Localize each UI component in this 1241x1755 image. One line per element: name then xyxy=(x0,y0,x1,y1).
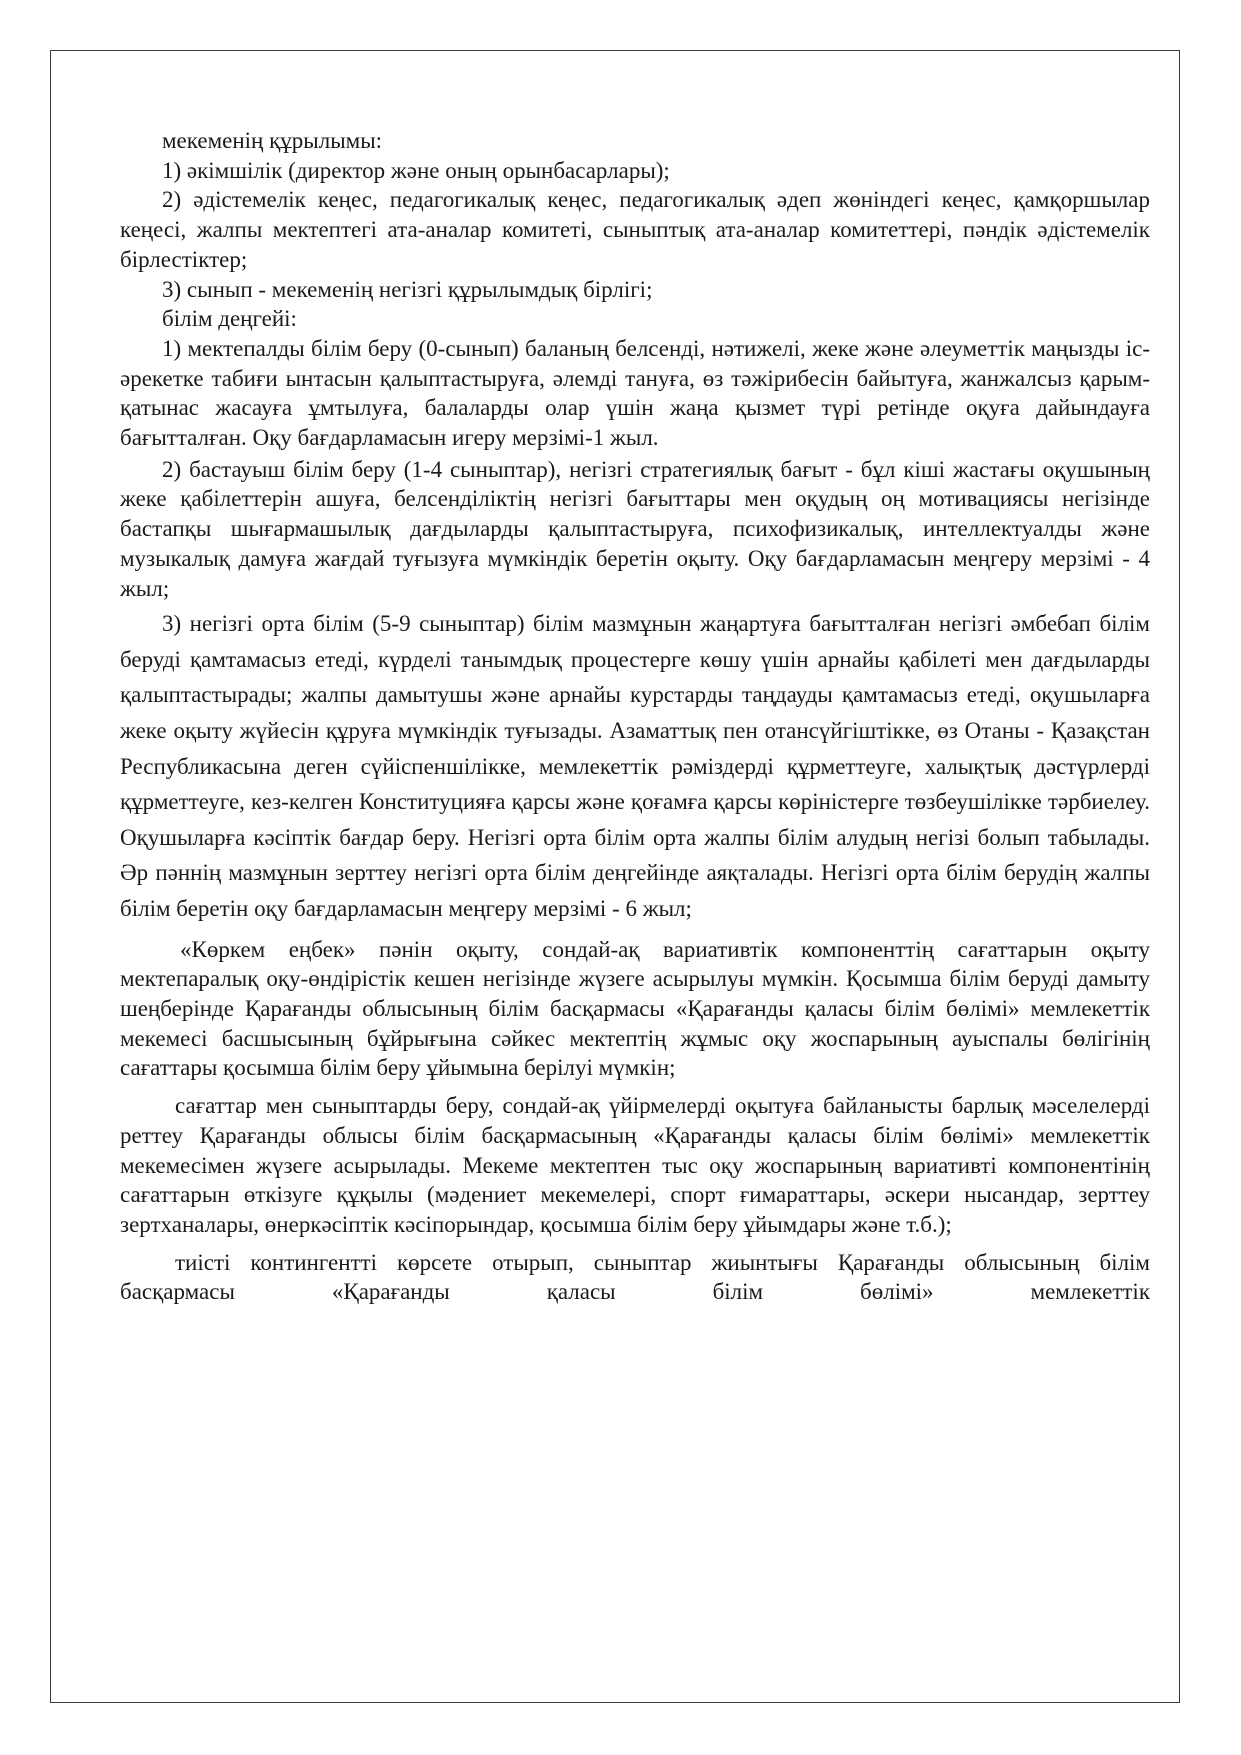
paragraph-level-basic-secondary: 3) негізгі орта білім (5-9 сыныптар) білім мазмұнын жаңартуға бағытталған негізгі әмбебап білім беруді қамтамасыз етеді, күрделі танымдық процестерге көшу үшін арнайы қабілеті мен дағдыларды қалыптастырады; жалпы дамытушы және арнайы курстарды таңдауды қамтамасыз етеді, оқушыларға жеке оқыту жүйесін құруға мүмкіндік туғызады. Азаматтық пен отансүйгіштікке, өз Отаны - Қазақстан Республикасына деген сүйіспеншілікке, мемлекеттік рәміздерді құрметтеуге, халықтық дәстүрлерді құрметтеуге, кез-келген Конституцияға қарсы және қоғамға қарсы көріністерге төзбеушілікке тәрбиелеу. Оқушыларға кәсіптік бағдар беру. Негізгі орта білім орта жалпы білім алудың негізі болып табылады. Әр пәннің мазмұнын зерттеу негізгі орта білім деңгейінде аяқталады. Негізгі орта білім берудің жалпы білім беретін оқу бағдарламасын меңгеру мерзімі - 6 жыл; xyxy=(120,611,1150,921)
paragraph-structure-item-3: 3) сынып - мекеменің негізгі құрылымдық бірлігі; xyxy=(162,276,653,302)
paragraph-structure-item-1: 1) әкімшілік (директор және оның орынбасарлары); xyxy=(162,157,670,183)
paragraph-level-preschool: 1) мектепалды білім беру (0-сынып) баланың белсенді, нәтижелі, жеке және әлеуметтік маңызды іс-әрекетке табиғи ынтасын қалыптастыруға, әлемді тануға, өз тәжірибесін байытуға, жанжалсыз қарым-қатынас жасауға ұмтылуға, балаларды олар үшін жаңа қызмет түрі ретінде оқуға дайындауға бағытталған. Оқу бағдарламасын игеру мерзімі-1 жыл. xyxy=(120,335,1150,451)
paragraph-art-labor: «Көркем еңбек» пәнін оқыту, сондай-ақ вариативтік компоненттің сағаттарын оқыту мектепаралық оқу-өндірістік кешен негізінде жүзеге асырылуы мүмкін. Қосымша білім беруді дамыту шеңберінде Қарағанды облысының білім басқармасы «Қарағанды қаласы білім бөлімі» мемлекеттік мекемесі басшысының бұйрығына сәйкес мектептің жұмыс оқу жоспарының ауыспалы бөлігінің сағаттары қосымша білім беру ұйымына берілуі мүмкін; xyxy=(120,936,1150,1081)
document-body xyxy=(120,126,1150,1307)
paragraph-structure-heading: мекеменің құрылымы: xyxy=(162,128,383,153)
paragraph-class-sets: тиісті контингентті көрсете отырып, сыныптар жиынтығы Қарағанды облысының білім басқармасы «Қарағанды қаласы білім бөлімі» мемлекеттік xyxy=(120,1249,1150,1305)
paragraph-hours-regulation: сағаттар мен сыныптарды беру, сондай-ақ үйірмелерді оқытуға байланысты барлық мәселелерді реттеу Қарағанды облысы білім басқармасының «Қарағанды қаласы білім бөлімі» мемлекеттік мекемесімен жүзеге асырылады. Мекеме мектептен тыс оқу жоспарының вариативті компонентінің сағаттарын өткізуге құқылы (мәдениет мекемелері, спорт ғимараттары, әскери нысандар, зерттеу зертханалары, өнеркәсіптік кәсіпорындар, қосымша білім беру ұйымдары және т.б.); xyxy=(120,1093,1150,1237)
paragraph-structure-item-2: 2) әдістемелік кеңес, педагогикалық кеңес, педагогикалық әдеп жөніндегі кеңес, қамқоршылар кеңесі, жалпы мектептегі ата-аналар комитеті, сыныптық ата-аналар комитеттері, пәндік әдістемелік бірлестіктер; xyxy=(120,187,1150,272)
paragraph-level-heading: білім деңгейі: xyxy=(162,306,297,332)
paragraph-level-primary: 2) бастауыш білім беру (1-4 сыныптар), негізгі стратегиялық бағыт - бұл кіші жастағы оқушының жеке қабілеттерін ашуға, белсенділіктің негізгі бағыттары мен оқудың оң мотивациясы негізінде бастапқы шығармашылық дағдыларды қалыптастыруға, психофизикалық, интеллектуалды және музыкалық дамуға жағдай туғызуға мүмкіндік беретін оқыту. Оқу бағдарламасын меңгеру мерзімі - 4 жыл; xyxy=(120,456,1150,601)
